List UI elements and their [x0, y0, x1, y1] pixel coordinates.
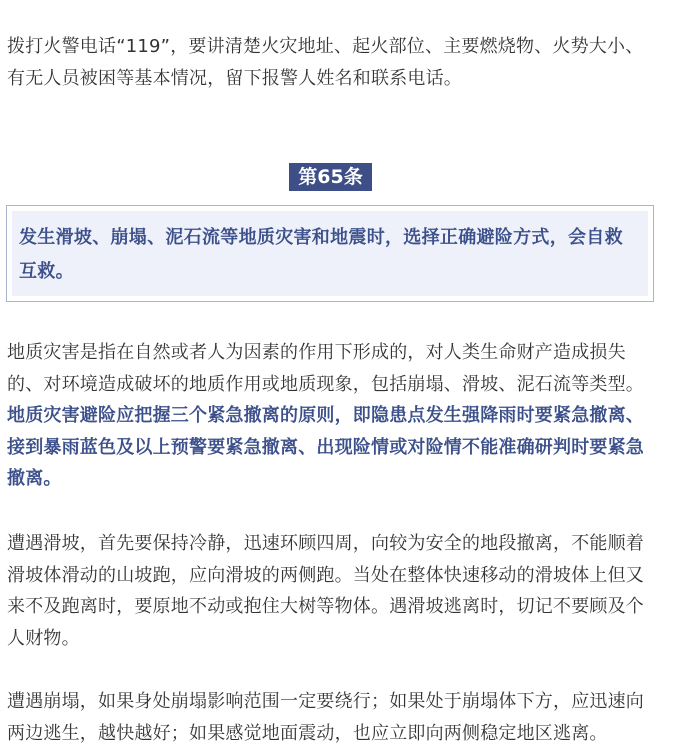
callout-box — [6, 205, 654, 302]
paragraph-landslide: 遭遇滑坡，首先要保持冷静，迅速环顾四周，向较为安全的地段撤离，不能顺着滑坡体滑动的山坡跑，应向滑坡的两侧跑。当处在整体快速移动的滑坡体上但又来不及跑离时，要原地不动或抱住大树等物体。遇滑坡逃离时，切记不要顾及个人财物。 — [7, 533, 644, 649]
paragraph-collapse: 遭遇崩塌，如果身处崩塌影响范围一定要绕行；如果处于崩塌体下方，应迅速向两边逃生，越快越好；如果感觉地面震动，也应立即向两侧稳定地区逃离。 — [7, 691, 644, 744]
paragraph-geological-disaster-normal: 地质灾害是指在自然或者人为因素的作用下形成的，对人类生命财产造成损失的、对环境造成破坏的地质作用或地质现象，包括崩塌、滑坡、泥石流等类型。 — [7, 342, 644, 395]
paragraph-geological-disaster — [7, 337, 659, 495]
callout-text: 发生滑坡、崩塌、泥石流等地质灾害和地震时，选择正确避险方式，会自救互救。 — [19, 227, 623, 282]
paragraph-geological-disaster-bold: 地质灾害避险应把握三个紧急撤离的原则，即隐患点发生强降雨时要紧急撤离、接到暴雨蓝色及以上预警要紧急撤离、出现险情或对险情不能准确研判时要紧急撤离。 — [7, 405, 644, 489]
article-title-badge: 第65条 — [289, 163, 372, 191]
paragraph-fire-report: 拨打火警电话“119”，要讲清楚火灾地址、起火部位、主要燃烧物、火势大小、有无人员被困等基本情况，留下报警人姓名和联系电话。 — [7, 36, 644, 89]
